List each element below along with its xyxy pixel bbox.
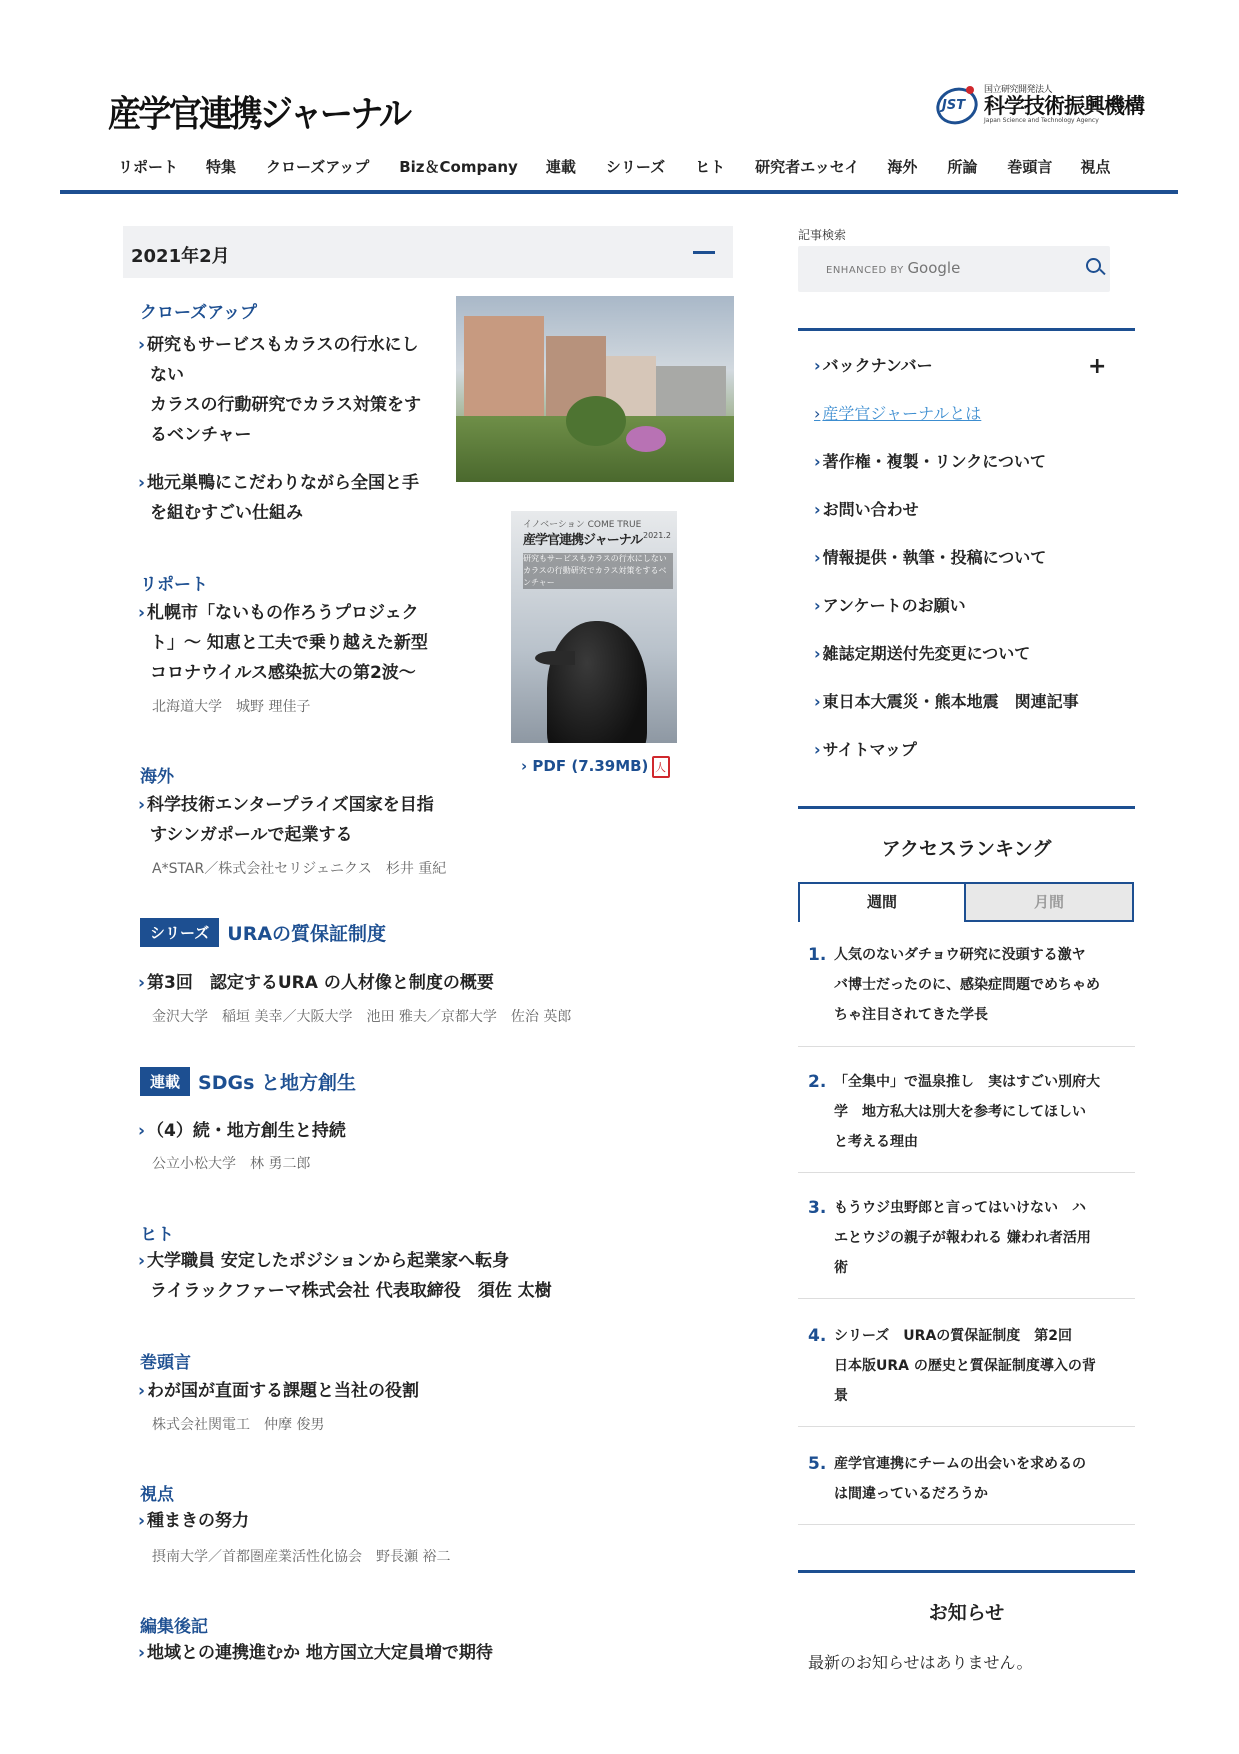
sidebar-link-backnumber[interactable]: › バックナンバー	[814, 356, 933, 375]
category-viewpoint[interactable]: 視点	[140, 1485, 174, 1505]
category-editorial[interactable]: 編集後記	[140, 1617, 208, 1637]
magazine-cover[interactable]: イノベーション COME TRUE 産学官連携ジャーナル 2021.2 研究もサービスもカラスの行水にしない カラスの行動研究でカラス対策をするベンチャー	[511, 511, 677, 743]
tab-monthly[interactable]: 月間	[966, 882, 1134, 922]
category-overseas[interactable]: 海外	[140, 767, 174, 787]
sidebar-link-earthquake[interactable]: › 東日本大震災・熊本地震 関連記事	[814, 692, 1079, 711]
article-link[interactable]: › 研究もサービスもカラスの行水にし ない カラスの行動研究でカラス対策をす るベンチャー	[138, 335, 421, 445]
chevron-right-icon: ›	[138, 1381, 146, 1401]
article-author: 株式会社関電工 仲摩 俊男	[152, 1417, 325, 1433]
category-closeup[interactable]: クローズアップ	[140, 303, 257, 323]
ranking-item[interactable]: 1. 人気のないダチョウ研究に没頭する激ヤ バ博士だったのに、感染症問題でめちゃめ ちゃ注目されてきた学長	[808, 945, 1100, 1023]
nav-divider	[60, 190, 1178, 194]
serial-header[interactable]	[140, 1067, 356, 1096]
article-author: 公立小松大学 林 勇二郎	[152, 1156, 311, 1172]
ranking-item[interactable]: 3. もうウジ虫野郎と言ってはいけない ハ エとウジの親子が報われる 嫌われ者活用 術	[808, 1198, 1091, 1276]
pdf-download-link[interactable]: › PDF (7.39MB)	[521, 757, 649, 775]
series-tag: シリーズ	[140, 918, 219, 947]
nav-item-serial[interactable]: 連載	[545, 158, 576, 176]
nav-item-overseas[interactable]: 海外	[887, 158, 918, 176]
ranking-item[interactable]: 4. シリーズ URAの質保証制度 第2回 日本版URA の歴史と質保証制度導入の背 景	[808, 1326, 1096, 1404]
chevron-right-icon: ›	[138, 603, 146, 623]
article-author: A*STAR／株式会社セリジェニクス 杉井 重紀	[152, 861, 447, 877]
sidebar-link-sitemap[interactable]: › サイトマップ	[814, 740, 917, 759]
chevron-right-icon: ›	[138, 973, 146, 993]
global-nav	[118, 156, 1110, 177]
search-box[interactable]	[798, 246, 1110, 292]
org-english: Japan Science and Technology Agency	[984, 117, 1099, 124]
nav-item-biz-company[interactable]: Biz＆Company	[399, 158, 518, 176]
nav-item-essay[interactable]: 研究者エッセイ	[755, 158, 860, 176]
sidebar-divider	[798, 328, 1135, 331]
ranking-item[interactable]: 2. 「全集中」で温泉推し 実はすごい別府大 学 地方私大は別大を参考にしてほしい と考える理由	[808, 1072, 1100, 1150]
sidebar-link-contribute[interactable]: › 情報提供・執筆・投稿について	[814, 548, 1047, 567]
article-author: 北海道大学 城野 理佳子	[152, 699, 311, 715]
news-heading: お知らせ	[928, 1602, 1005, 1624]
sidebar-link-copyright[interactable]: › 著作権・複製・リンクについて	[814, 452, 1046, 471]
category-report[interactable]: リポート	[140, 575, 208, 595]
org-name: 科学技術振興機構	[984, 94, 1144, 118]
jst-emblem-icon: JST	[936, 86, 980, 124]
article-link[interactable]: › （4）続・地方創生と持続	[138, 1121, 346, 1141]
series-title[interactable]: URAの質保証制度	[227, 923, 387, 945]
news-empty-message: 最新のお知らせはありません。	[808, 1653, 1033, 1672]
article-link[interactable]: › 地元巣鴨にこだわりながら全国と手 を組むすごい仕組み	[138, 473, 420, 523]
tab-weekly[interactable]: 週間	[798, 882, 966, 922]
ranking-heading: アクセスランキング	[881, 838, 1052, 860]
serial-tag: 連載	[140, 1067, 190, 1096]
article-link[interactable]: › 大学職員 安定したポジションから起業家へ転身 ライラックファーマ株式会社 代表取締役 須佐 太樹	[138, 1251, 552, 1301]
crow-illustration	[547, 621, 647, 743]
nav-item-person[interactable]: ヒト	[695, 158, 726, 176]
search-input[interactable]: ENHANCED BY Google	[826, 259, 961, 277]
category-person[interactable]: ヒト	[140, 1225, 174, 1245]
nav-item-opinion[interactable]: 所論	[947, 158, 978, 176]
jst-logo[interactable]	[936, 86, 1144, 124]
article-author: 金沢大学 稲垣 美幸／大阪大学 池田 雅夫／京都大学 佐治 英郎	[152, 1009, 572, 1025]
sidebar-link-about[interactable]: › 産学官ジャーナルとは	[814, 404, 982, 423]
sidebar-link-contact[interactable]: › お問い合わせ	[814, 500, 919, 519]
serial-title[interactable]: SDGs と地方創生	[198, 1072, 356, 1094]
sidebar-divider	[798, 806, 1135, 809]
chevron-right-icon: ›	[521, 757, 528, 775]
category-foreword[interactable]: 巻頭言	[140, 1353, 191, 1373]
nav-item-series[interactable]: シリーズ	[605, 158, 666, 176]
article-link[interactable]: › 科学技術エンタープライズ国家を目指 すシンガポールで起業する	[138, 795, 434, 845]
article-author: 摂南大学／首都圏産業活性化協会 野長瀬 裕二	[152, 1549, 451, 1565]
chevron-right-icon: ›	[138, 795, 146, 815]
article-link[interactable]: › わが国が直面する課題と当社の役割	[138, 1381, 420, 1401]
search-label: 記事検索	[798, 228, 847, 242]
article-link[interactable]: › 札幌市「ないもの作ろうプロジェク ト」〜 知恵と工夫で乗り越えた新型 コロナウイルス感染拡大の第2波〜	[138, 603, 428, 683]
nav-item-foreword[interactable]: 巻頭言	[1007, 158, 1053, 176]
sidebar-link-address-change[interactable]: › 雑誌定期送付先変更について	[814, 644, 1031, 663]
nav-item-report[interactable]: リポート	[118, 158, 179, 176]
chevron-right-icon: ›	[138, 473, 146, 493]
search-icon[interactable]	[1086, 258, 1101, 273]
ranking-item[interactable]: 5. 産学官連携にチームの出会いを求めるの は間違っているだろうか	[808, 1454, 1086, 1502]
article-link[interactable]: › 地域との連携進むか 地方国立大定員増で期待	[138, 1643, 493, 1663]
site-title-logo[interactable]: 産学官連携ジャーナル	[108, 94, 410, 135]
chevron-right-icon: ›	[138, 1643, 146, 1663]
chevron-right-icon: ›	[138, 1251, 146, 1271]
sidebar-divider	[798, 1570, 1135, 1573]
sidebar-link-survey[interactable]: › アンケートのお願い	[814, 596, 966, 615]
chevron-right-icon: ›	[138, 1511, 146, 1531]
closeup-photo[interactable]	[456, 296, 734, 482]
plus-icon[interactable]: +	[1088, 354, 1107, 379]
series-header[interactable]	[140, 918, 386, 947]
issue-month-label: 2021年2月	[131, 246, 230, 267]
pdf-icon[interactable]	[652, 756, 670, 778]
chevron-right-icon: ›	[138, 335, 146, 355]
nav-item-closeup[interactable]: クローズアップ	[266, 158, 370, 176]
nav-item-viewpoint[interactable]: 視点	[1080, 158, 1111, 176]
issue-month-bar[interactable]	[123, 226, 733, 278]
article-link[interactable]: › 種まきの努力	[138, 1511, 250, 1531]
collapse-icon[interactable]	[693, 251, 715, 254]
chevron-right-icon: ›	[138, 1121, 146, 1141]
nav-item-feature[interactable]: 特集	[206, 158, 237, 176]
org-sub: 国立研究開発法人	[984, 85, 1053, 95]
article-link[interactable]: › 第3回 認定するURA の人材像と制度の概要	[138, 973, 494, 993]
